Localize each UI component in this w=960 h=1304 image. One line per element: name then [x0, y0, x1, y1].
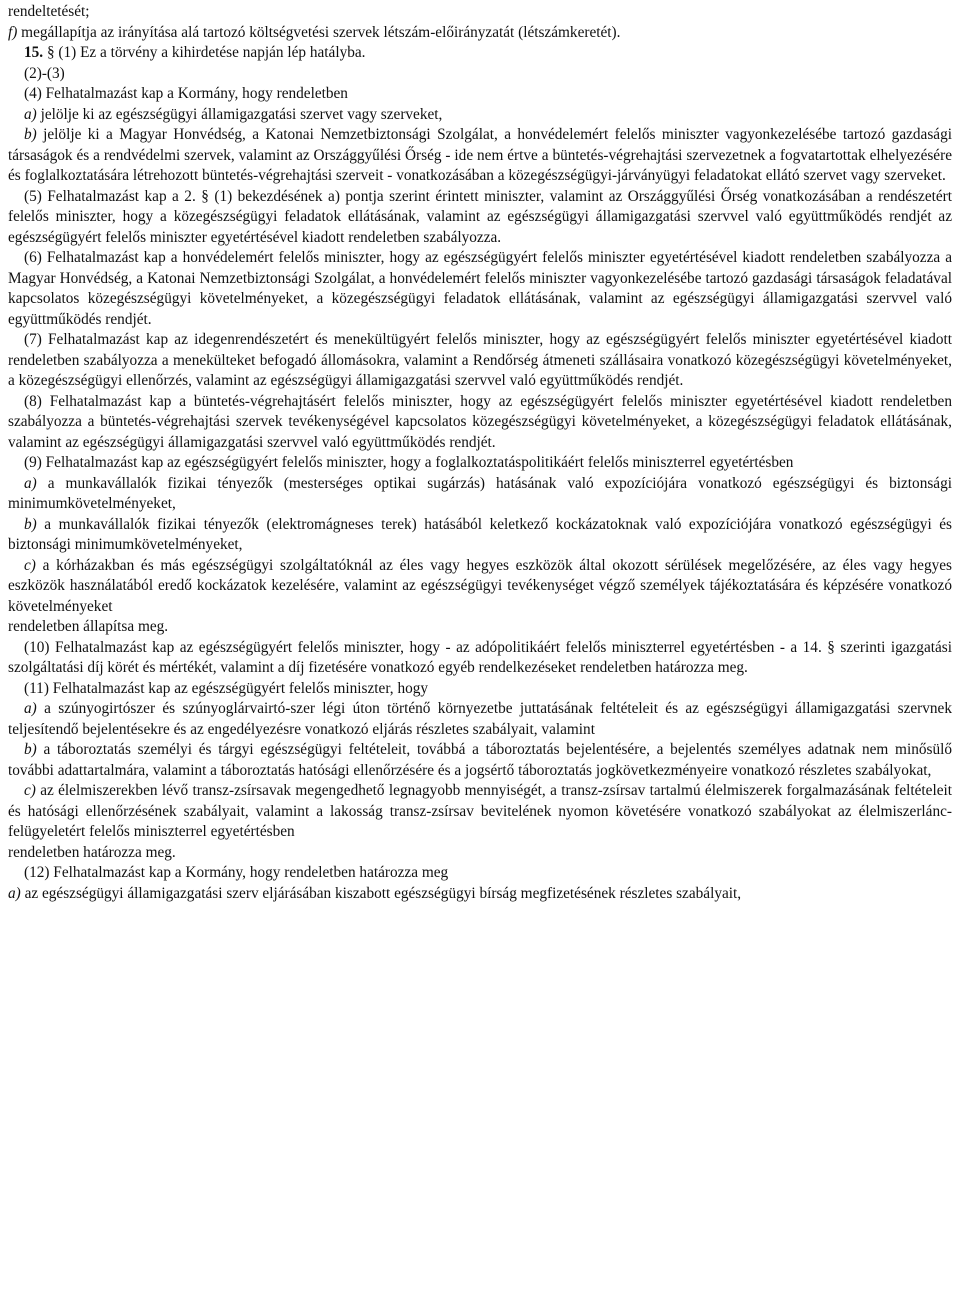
paragraph [8, 248, 952, 330]
paragraph-text: (6) Felhatalmazást kap a honvédelemért felelős miniszter, hogy az egészségügyért felelős miniszter egyetértésével kiadott rendeletben szabályozza a Magyar Honvédség, a Katonai Nemzetbiztonsági Szolgálat, a honvédelemért felelős miniszter vagyonkezelésébe tartozó gazdasági társaságok feladatával kapcsolatos közegészségügyi követelményeket, a közegészségügyi feladatok ellátásának, valamint az egészségügyi államigazgatási szervvel való együttműködés rendjét. [8, 249, 952, 328]
paragraph-text: (11) Felhatalmazást kap az egészségügyért felelős miniszter, hogy [24, 679, 429, 697]
point-marker: a) [24, 105, 37, 123]
paragraph-text: jelölje ki a Magyar Honvédség, a Katonai Nemzetbiztonsági Szolgálat, a honvédelemért felelős miniszter vagyonkezelésébe tartozó gazdasági társaságok és a rendvédelmi szervek, valamint az Országgyűlési Őrség - ide nem értve a büntetés-végrehajtási szervezetnek a fogvatartottak elhelyezésére és foglalkoztatására létrehozott büntetés-végrehajtási szerveit - vonatkozásában a közegészségügyi-járványügyi feladatokat ellátó szervet vagy szerveket. [8, 126, 952, 184]
paragraph [8, 84, 952, 105]
paragraph-text: a kórházakban és más egészségügyi szolgáltatóknál az éles vagy hegyes eszközök által okozott sérülések megelőzésére, az éles vagy hegyes eszközök használatából eredő kockázatok kezelésére, valamint az egészségügyi tevékenységet végző személyek tájékoztatására és képzésére vonatkozó követelményeket [8, 556, 952, 615]
paragraph [8, 556, 952, 618]
paragraph [8, 740, 952, 781]
paragraph [8, 330, 952, 392]
paragraph [8, 781, 952, 843]
paragraph-text: (7) Felhatalmazást kap az idegenrendészetért és menekültügyért felelős miniszter, hogy az egészségügyért felelős miniszter egyetértésével kiadott rendeletben szabályozza a menekülteket befogadó állomásokra, valamint a Rendőrség átmeneti szállásaira vonatkozó közegészségügyi követelményeket, a közegészségügyi ellenőrzés, valamint az egészségügyi államigazgatási szervvel való együttműködés rendjét. [8, 331, 952, 389]
point-marker: a) [24, 700, 37, 717]
point-marker: c) [24, 782, 36, 799]
point-marker: c) [24, 556, 36, 574]
paragraph-text: (10) Felhatalmazást kap az egészségügyért felelős miniszter, hogy - az adópolitikáért felelős miniszterrel egyetértésben - a 14. § szerinti igazgatási szolgáltatási díj körét és mértékét, valamint a díj fizetésére vonatkozó egyéb rendelkezéseket rendeletben határozza meg. [8, 638, 952, 676]
paragraph [8, 23, 952, 44]
paragraph [8, 64, 952, 85]
paragraph [8, 105, 952, 126]
point-marker: f) [8, 23, 18, 41]
paragraph-text: a munkavállalók fizikai tényezők (mesterséges optikai sugárzás) hatásának való expozíciójára vonatkozó egészségügyi és biztonsági minimumkövetelményeket, [8, 474, 952, 512]
paragraph [8, 638, 952, 679]
paragraph [8, 453, 952, 474]
point-marker: a) [8, 884, 21, 902]
section-number: 15. [24, 44, 44, 61]
paragraph [8, 679, 952, 700]
paragraph-text: (5) Felhatalmazást kap a 2. § (1) bekezdésének a) pontja szerint érintett miniszter, valamint az Országgyűlési Őrség vonatkozásában a rendészetért felelős miniszter, hogy a közegészségügyi feladatok ellátásának, valamint az egészségügyi államigazgatási szervvel való együttműködés rendjét az egészségügyért felelős miniszter egyetértésével kiadott rendeletben szabályozza. [8, 187, 952, 246]
paragraph-text: § (1) Ez a törvény a kihirdetése napján lép hatályba. [43, 44, 366, 61]
point-marker: a) [24, 474, 37, 492]
paragraph [8, 125, 952, 187]
paragraph-text: a szúnyogirtószer és szúnyoglárvairtó-szer légi úton történő környezetbe juttatásának feltételeit és az egészségügyi államigazgatási szervnek teljesítendő bejelentésekre és az engedélyezésre vonatkozó eljárás részletes szabályait, valamint [8, 700, 952, 738]
paragraph-text: megállapítja az irányítása alá tartozó költségvetési szervek létszám-előirányzatát (létszámkeretét). [17, 23, 621, 41]
point-marker: b) [24, 126, 37, 143]
paragraph-text: rendeltetését; [8, 3, 90, 20]
paragraph [8, 392, 952, 454]
paragraph [8, 863, 952, 884]
paragraph-text: (8) Felhatalmazást kap a büntetés-végrehajtásért felelős miniszter, hogy az egészségügyért felelős miniszter egyetértésével kiadott rendeletben szabályozza a büntetés-végrehajtási szervek tevékenységével kapcsolatos közegészségügyi követelményeket, a közegészségügyi feladatok ellátásának, valamint az egészségügyi államigazgatási szervvel való együttműködés rendjét. [8, 392, 952, 451]
paragraph-text: rendeletben állapítsa meg. [8, 618, 169, 635]
paragraph-text: a táboroztatás személyi és tárgyi egészségügyi feltételeit, továbbá a táboroztatás bejelentésére, a bejelentés személyes adatnak nem minősülő további adattartalmára, valamint a táboroztatás hatósági ellenőrzésére és a jogsértő táboroztatás jogkövetkezményeire vonatkozó részletes szabályokat, [8, 741, 952, 779]
paragraph [8, 187, 952, 249]
paragraph-text: az egészségügyi államigazgatási szerv eljárásában kiszabott egészségügyi bírság megfizetésének részletes szabályait, [20, 884, 742, 902]
paragraph [8, 474, 952, 515]
paragraph-text: (9) Felhatalmazást kap az egészségügyért felelős miniszter, hogy a foglalkoztatáspolitikáért felelős miniszterrel egyetértésben [24, 454, 794, 471]
paragraph [8, 843, 952, 864]
paragraph [8, 617, 952, 638]
paragraph [8, 884, 952, 905]
point-marker: b) [24, 741, 37, 758]
paragraph-text: jelölje ki az egészségügyi államigazgatási szervet vagy szerveket, [36, 105, 443, 123]
paragraph [8, 43, 952, 64]
paragraph-text: (12) Felhatalmazást kap a Kormány, hogy rendeletben határozza meg [24, 864, 449, 881]
paragraph [8, 2, 952, 23]
paragraph-text: a munkavállalók fizikai tényezők (elektromágneses terek) hatásából keletkező kockázatoknak való expozíciójára vonatkozó egészségügyi és biztonsági minimumkövetelményeket, [8, 515, 952, 553]
paragraph-text: rendeletben határozza meg. [8, 843, 176, 861]
paragraph [8, 699, 952, 740]
paragraph-text: az élelmiszerekben lévő transz-zsírsavak megengedhető legnagyobb mennyiségét, a transz-zsírsav tartalmú élelmiszerek forgalmazásának feltételeit és hatósági ellenőrzésének szabályait, valamint a lakosság transz-zsírsav bevitelének nyomon követésére vonatkozó szabályokat az élelmiszerlánc-felügyeletért felelős miniszterrel egyetértésben [8, 782, 952, 840]
paragraph-text: (4) Felhatalmazást kap a Kormány, hogy rendeletben [24, 85, 348, 102]
paragraph-text: (2)-(3) [24, 64, 65, 82]
point-marker: b) [24, 515, 37, 533]
paragraph [8, 515, 952, 556]
